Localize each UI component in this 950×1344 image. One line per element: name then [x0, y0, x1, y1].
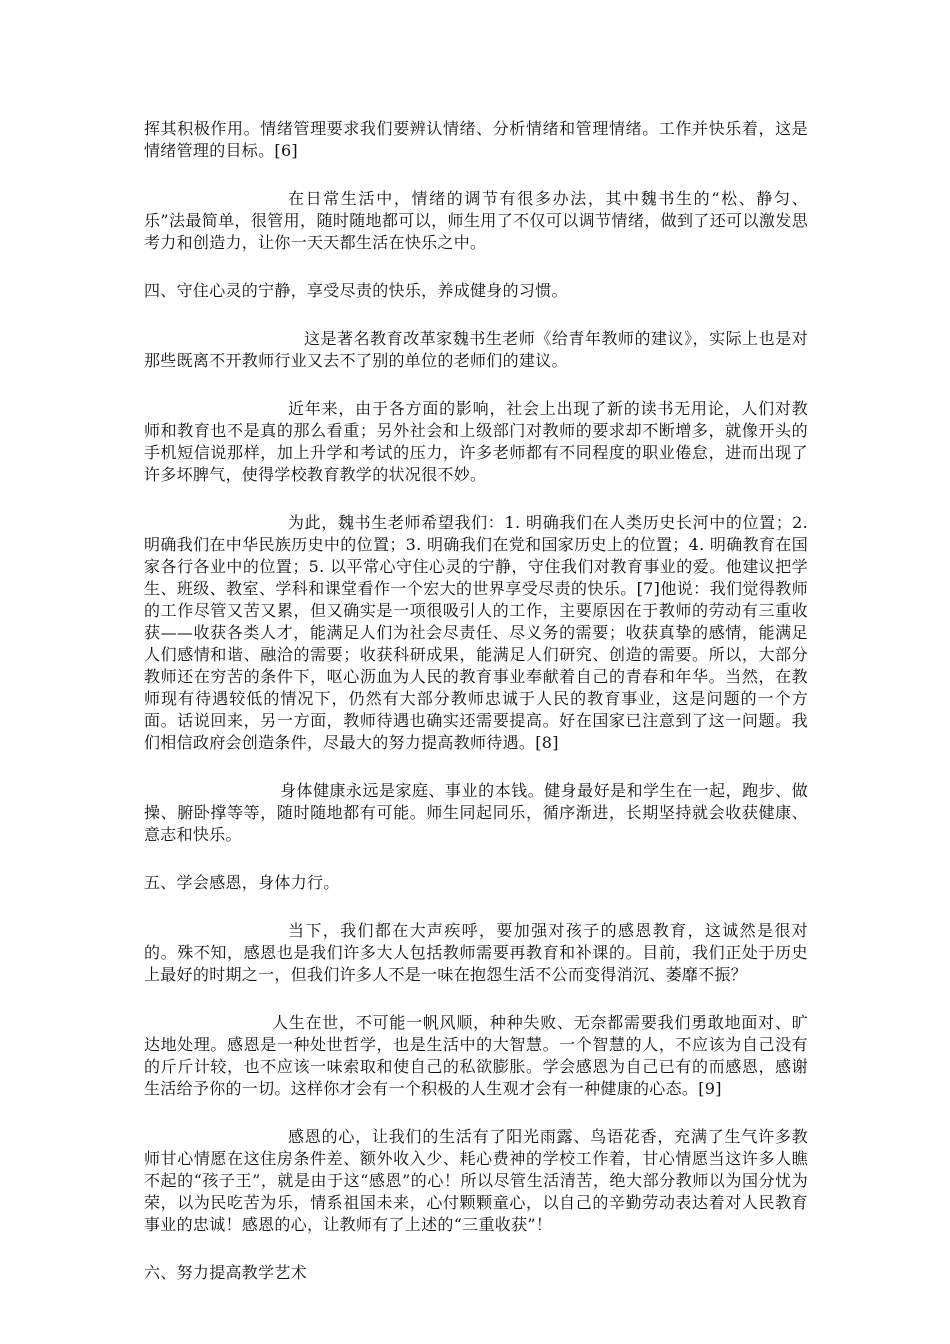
section-heading-four: 四、守住心灵的宁静，享受尽责的快乐，养成健身的习惯。	[144, 281, 568, 300]
section-heading-five: 五、学会感恩，身体力行。	[144, 873, 340, 892]
paragraph-gratitude-education: 当下，我们都在大声疾呼，要加强对孩子的感恩教育，这诚然是很对的。殊不知，感恩也是我们许多大人包括教师需要再教育和补课的。目前，我们正处于历史上最好的时期之一，但我们许多人不是一味在抱怨生活不公而变得消沉、萎靡不振？	[144, 921, 808, 984]
paragraph-emotion-regulation: 在日常生活中，情绪的调节有很多办法，其中魏书生的“松、静匀、乐”法最简单，很管用，随时随地都可以，师生用了不仅可以调节情绪，做到了还可以激发思考力和创造力，让你一天天都生活在快乐之中。	[144, 189, 808, 252]
paragraph-emotion-management: 挥其积极作用。情绪管理要求我们要辨认情绪、分析情绪和管理情绪。工作并快乐着，这是情绪管理的目标。[6]	[144, 119, 808, 160]
document-page	[144, 118, 808, 1310]
paragraph-wei-hopes: 为此，魏书生老师希望我们：1. 明确我们在人类历史长河中的位置；2. 明确我们在中华民族历史中的位置；3. 明确我们在党和国家历史上的位置；4. 明确教育在国家各行各业中的位置；5. 以平常心守住心灵的宁静，守住我们对教育事业的爱。他建议把学生、班级、教室、学科和课堂看作一个宏大的世界享受尽责的快乐。[7]他说：我们觉得教师的工作尽管又苦又累，但又确实是一项很吸引人的工作，主要原因在于教师的劳动有三重收获——收获各类人才，能满足人们为社会尽责任、尽义务的需要；收获真挚的感情，能满足人们感情和谐、融洽的需要；收获科研成果，能满足人们研究、创造的需要。所以，大部分教师还在穷苦的条件下，呕心沥血为人民的教育事业奉献着自己的青春和年华。当然，在教师现有待遇较低的情况下，仍然有大部分教师忠诚于人民的教育事业，这是问题的一个方面。话说回来，另一方面，教师待遇也确实还需要提高。好在国家已注意到了这一问题。我们相信政府会创造条件，尽最大的努力提高教师待遇。[8]	[144, 513, 808, 752]
paragraph-recent-years: 近年来，由于各方面的影响，社会上出现了新的读书无用论，人们对教师和教育也不是真的那么看重；另外社会和上级部门对教师的要求却不断增多，就像开头的手机短信说那样，加上升学和考试的压力，许多老师都有不同程度的职业倦怠，进而出现了许多坏脾气，使得学校教育教学的状况很不妙。	[144, 399, 808, 484]
section-heading-six: 六、努力提高教学艺术	[144, 1263, 308, 1282]
paragraph-health: 身体健康永远是家庭、事业的本钱。健身最好是和学生在一起，跑步、做操、腑卧撑等等，随时随地都有可能。师生同起同乐，循序渐进，长期坚持就会收获健康、意志和快乐。	[144, 781, 808, 844]
paragraph-wei-advice: 这是著名教育改革家魏书生老师《给青年教师的建议》，实际上也是对那些既离不开教师行业又去不了别的单位的老师们的建议。	[144, 329, 808, 370]
paragraph-grateful-heart: 感恩的心，让我们的生活有了阳光雨露、鸟语花香，充满了生气许多教师甘心情愿在这住房条件差、额外收入少、耗心费神的学校工作着，甘心情愿当这许多人瞧不起的“孩子王”，就是由于这“感恩”的心！所以尽管生活清苦，绝大部分教师以为国分忧为荣，以为民吃苦为乐，情系祖国未来，心付颗颗童心，以自己的辛勤劳动表达着对人民教育事业的忠诚！感恩的心，让教师有了上述的“三重收获”！	[144, 1127, 808, 1234]
paragraph-life: 人生在世，不可能一帆风顺，种种失败、无奈都需要我们勇敢地面对、旷达地处理。感恩是一种处世哲学，也是生活中的大智慧。一个智慧的人，不应该为自己没有的斤斤计较，也不应该一味索取和使自己的私欲膨胀。学会感恩为自己已有的而感恩，感谢生活给予你的一切。这样你才会有一个积极的人生观才会有一种健康的心态。[9]	[144, 1013, 808, 1098]
